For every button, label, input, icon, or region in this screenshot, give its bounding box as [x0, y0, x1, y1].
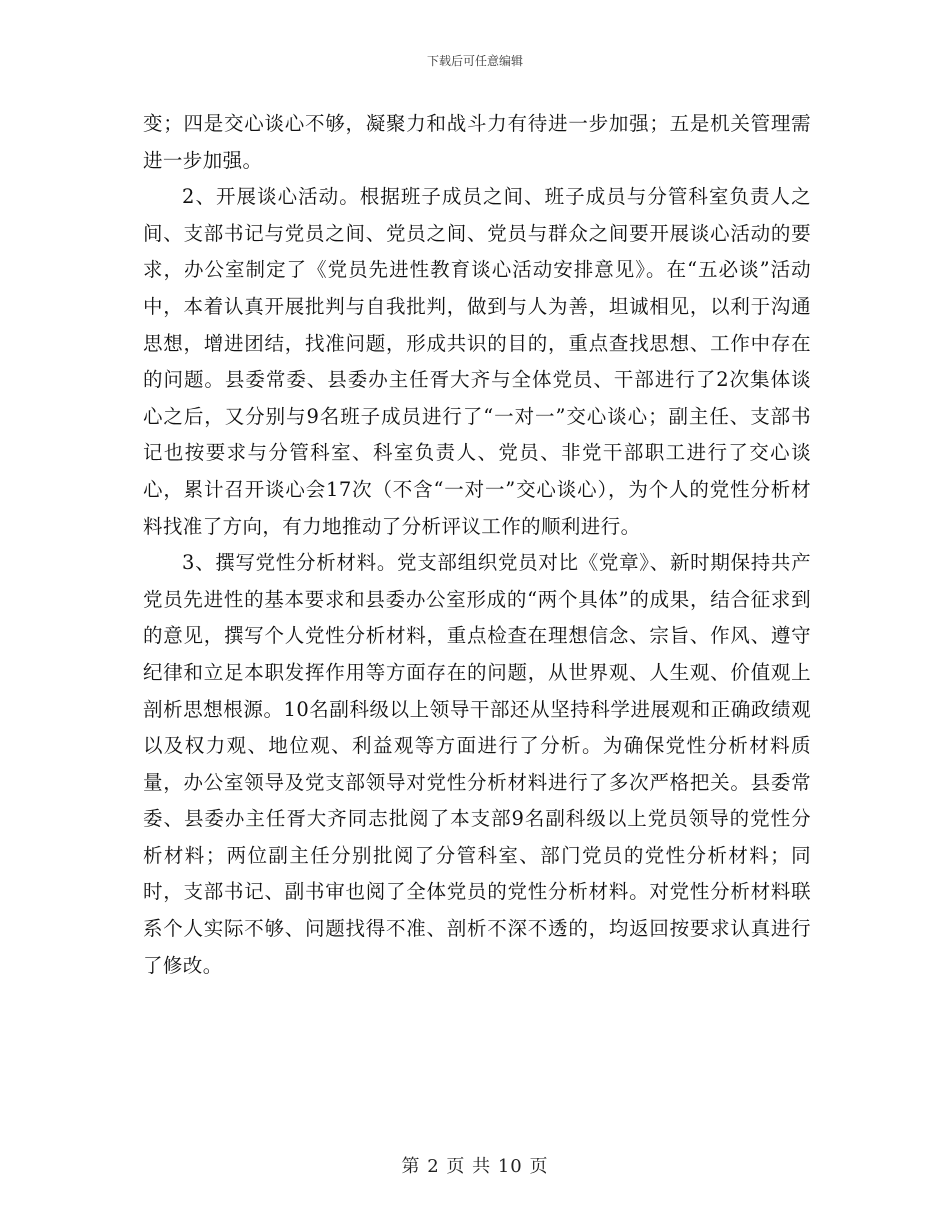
paragraph-continuation: 变；四是交心谈心不够，凝聚力和战斗力有待进一步加强；五是机关管理需进一步加强。 — [143, 112, 811, 172]
paragraph-party-analysis: 3、撰写党性分析材料。党支部组织党员对比《党章》、新时期保持共产党员先进性的基本要求和县委办公室形成的“两个具体”的成果，结合征求到的意见，撰写个人党性分析材料，重点检查在理想信念、宗旨、作风、遵守纪律和立足本职发挥作用等方面存在的问题，从世界观、人生观、价值观上剖析思想根源。10名副科级以上领导干部还从坚持科学进展观和正确政绩观以及权力观、地位观、利益观等方面进行了分析。为确保党性分析材料质量，办公室领导及党支部领导对党性分析材料进行了多次严格把关。县委常委、县委办主任胥大齐同志批阅了本支部9名副科级以上党员领导的党性分析材料；两位副主任分别批阅了分管科室、部门党员的党性分析材料；同时，支部书记、副书审也阅了全体党员的党性分析材料。对党性分析材料联系个人实际不够、问题找得不准、剖析不深不透的，均返回按要求认真进行了修改。 — [143, 551, 811, 977]
paragraph-talk-activity: 2、开展谈心活动。根据班子成员之间、班子成员与分管科室负责人之间、支部书记与党员之间、党员之间、党员与群众之间要开展谈心活动的要求，办公室制定了《党员先进性教育谈心活动安排意见》。在“五必谈”活动中，本着认真开展批判与自我批判，做到与人为善，坦诚相见，以利于沟通思想，增进团结，找准问题，形成共识的目的，重点查找思想、工作中存在的问题。县委常委、县委办主任胥大齐与全体党员、干部进行了2次集体谈心之后，又分别与9名班子成员进行了“一对一”交心谈心；副主任、支部书记也按要求与分管科室、科室负责人、党员、非党干部职工进行了交心谈心，累计召开谈心会17次（不含“一对一”交心谈心），为个人的党性分析材料找准了方向，有力地推动了分析评议工作的顺利进行。 — [143, 185, 811, 538]
page-header: 下载后可任意编辑 — [426, 54, 523, 68]
page-footer: 第 2 页 共 10 页 — [401, 1156, 549, 1177]
document-body — [143, 106, 811, 984]
